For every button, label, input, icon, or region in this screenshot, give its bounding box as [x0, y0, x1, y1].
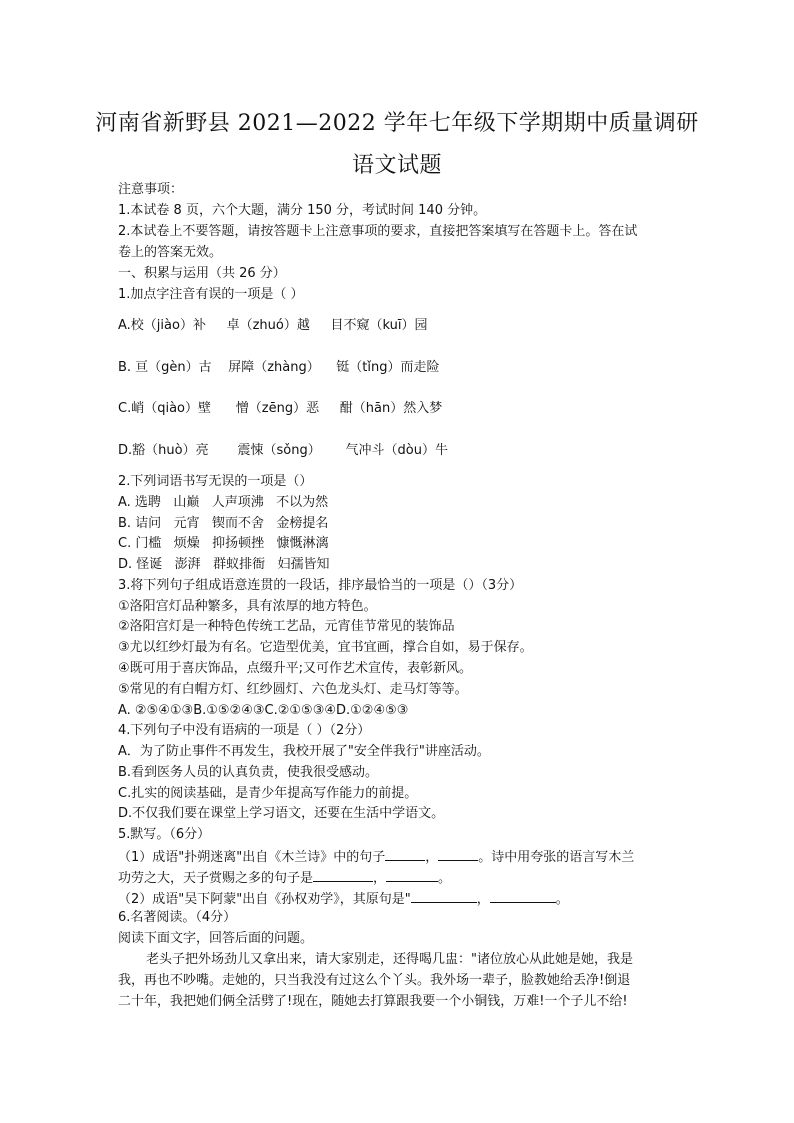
- q2-option-c: C. 门槛 烦燥 抑扬顿挫 慷慨淋漓: [118, 536, 329, 551]
- q5-item-2-text-a: （2）成语"吴下阿蒙"出自《孙权劝学》，其原句是": [118, 892, 411, 907]
- q3-sentence-5: ⑤常见的有白帽方灯、红纱圆灯、六色龙头灯、走马灯等等。: [118, 682, 468, 697]
- notice-heading: 注意事项：: [118, 182, 184, 197]
- q4-option-a: A．为了防止事件不再发生，我校开展了"安全伴我行"讲座活动。: [118, 744, 490, 759]
- q5-comma: ，: [425, 850, 439, 865]
- answer-blank[interactable]: [411, 888, 477, 903]
- q2-option-d: D. 怪诞 澎湃 群蚁排衙 妇孺皆知: [118, 557, 330, 572]
- q6-stem: 6.名著阅读。（4分）: [118, 910, 237, 925]
- q3-sentence-1: ①洛阳宫灯品种繁多，具有浓厚的地方特色。: [118, 599, 377, 614]
- notice-item-1: 1.本试卷 8 页，六个大题，满分 150 分，考试时间 140 分钟。: [118, 203, 487, 218]
- q5-stem: 5.默写。（6分）: [118, 827, 211, 842]
- notice-item-2-cont: 卷上的答案无效。: [118, 245, 223, 260]
- q3-sentence-4: ④既可用于喜庆饰品，点缀升平;又可作艺术宣传，表彰新风。: [118, 661, 473, 676]
- q4-option-c: C.扎实的阅读基础，是青少年提高写作能力的前提。: [118, 786, 418, 801]
- q2-option-b: B. 诘问 元宵 锲而不舍 金榜提名: [118, 516, 329, 531]
- exam-title: 河南省新野县 2021—2022 学年七年级下学期期中质量调研: [95, 111, 699, 136]
- q1-option-c: C.峭（qiào）壁 憎（zēng）恶 酣（hān）然入梦: [118, 401, 443, 416]
- q4-option-d: D.不仅我们要在课堂上学习语文，还要在生活中学语文。: [118, 806, 445, 821]
- q5-comma: ，: [373, 871, 387, 886]
- q5-item-1-text-b: 。诗中用夸张的语言写木兰: [478, 850, 635, 865]
- answer-blank[interactable]: [438, 846, 478, 861]
- answer-blank[interactable]: [490, 888, 556, 903]
- q1-option-b: B. 亘（gèn）古 屏障（zhàng） 铤（tǐng）而走险: [118, 360, 440, 375]
- q3-stem: 3.将下列句子组成语意连贯的一段话，排序最恰当的一项是（）（3分）: [118, 578, 523, 593]
- q3-options: A. ②⑤④①③B.①⑤②④③C.②①⑤③④D.①②④⑤③: [118, 703, 409, 718]
- q1-option-d: D.豁（huò）亮 震悚（sǒng） 气冲斗（dòu）牛: [118, 443, 448, 458]
- q6-intro: 阅读下面文字，回答后面的问题。: [118, 931, 314, 946]
- q1-option-a: A.校（jiào）补 卓（zhuó）越 目不窥（kuī）园: [118, 318, 428, 333]
- answer-blank[interactable]: [313, 867, 373, 882]
- q5-period: 。: [438, 871, 452, 886]
- q3-sentence-2: ②洛阳宫灯是一种特色传统工艺品，元宵佳节常见的装饰品: [118, 619, 455, 634]
- q4-stem: 4.下列句子中没有语病的一项是（ ）（2分）: [118, 723, 371, 738]
- q5-item-2: [118, 888, 569, 910]
- section-heading: 一、积累与运用（共 26 分）: [118, 266, 286, 281]
- q6-passage-line-2: 我，再也不吵嘴。走她的，只当我没有过这么个丫头。我外场一辈子，脸教她给丢净!倒退: [118, 973, 631, 988]
- q5-item-1: [118, 846, 634, 868]
- answer-blank[interactable]: [386, 867, 438, 882]
- q6-passage-line-3: 二十年，我把她们俩全活劈了!现在，随她去打算跟我要一个小铜钱，万难!一个子儿不给!: [118, 994, 628, 1009]
- q5-period: 。: [555, 892, 569, 907]
- q5-item-1-cont: [118, 867, 451, 889]
- q5-comma: ，: [476, 892, 490, 907]
- q2-option-a: A. 选聘 山巅 人声项沸 不以为然: [118, 495, 329, 510]
- notice-item-2: 2.本试卷上不要答题，请按答题卡上注意事项的要求，直接把答案填写在答题卡上。答在试: [118, 224, 638, 239]
- q3-sentence-3: ③尤以红纱灯最为有名。它造型优美，宜书宜画，撑合自如，易于保存。: [118, 640, 533, 655]
- q1-stem: 1.加点字注音有误的一项是（ ）: [118, 287, 304, 302]
- answer-blank[interactable]: [385, 846, 425, 861]
- q5-item-1-text-c: 功劳之大，天子赏赐之多的句子是: [118, 871, 314, 886]
- q4-option-b: B.看到医务人员的认真负责，使我很受感动。: [118, 765, 379, 780]
- q6-passage-line-1: 老头子把外场劲儿又拿出来，请大家别走，还得喝几盅："诸位放心从此她是她，我是: [146, 952, 633, 967]
- exam-subtitle: 语文试题: [351, 153, 442, 178]
- q5-item-1-text-a: （1）成语"扑朔迷离"出自《木兰诗》中的句子: [118, 850, 386, 865]
- q2-stem: 2.下列词语书写无误的一项是（）: [118, 474, 313, 489]
